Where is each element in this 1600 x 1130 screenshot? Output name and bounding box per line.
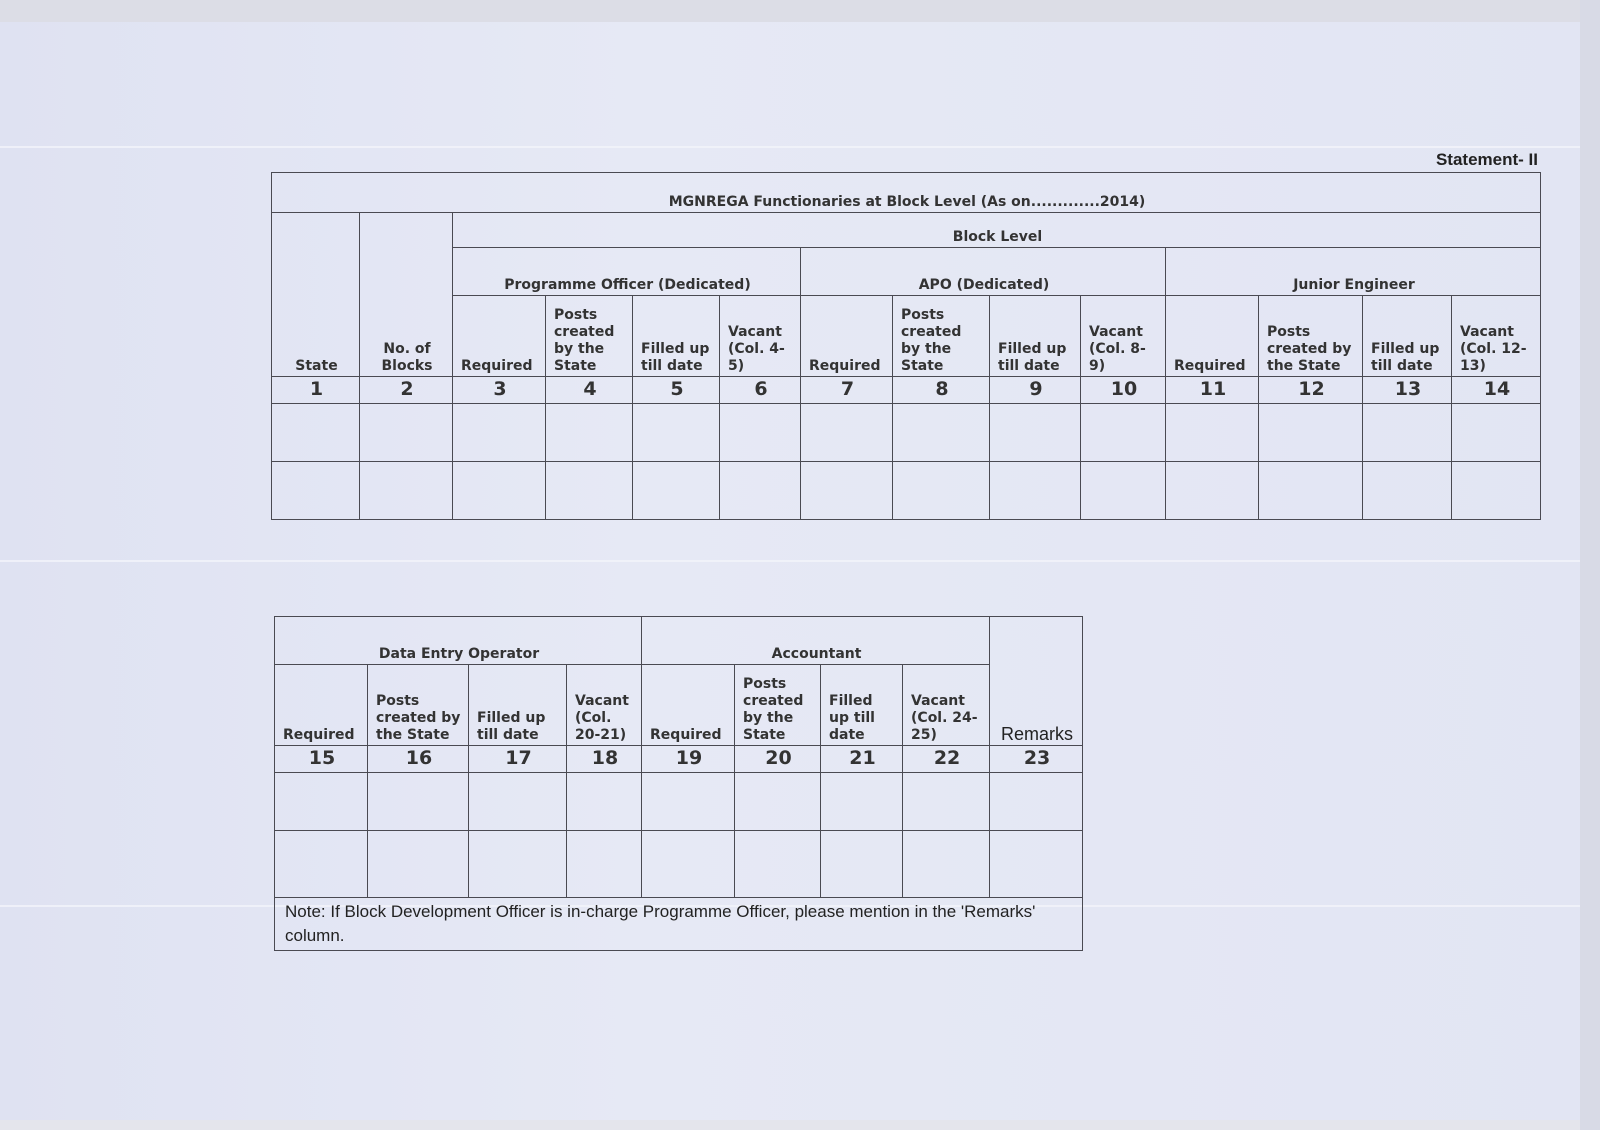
empty-cell[interactable] bbox=[1363, 404, 1452, 462]
header-je-required: Required bbox=[1166, 296, 1259, 377]
empty-cell[interactable] bbox=[1452, 404, 1541, 462]
empty-cell[interactable] bbox=[1081, 404, 1166, 462]
column-number: 4 bbox=[546, 377, 633, 404]
empty-cell[interactable] bbox=[275, 773, 368, 831]
column-number: 18 bbox=[567, 746, 642, 773]
header-po-vacant: Vacant (Col. 4-5) bbox=[720, 296, 801, 377]
empty-cell[interactable] bbox=[1081, 462, 1166, 520]
column-number: 17 bbox=[469, 746, 567, 773]
empty-cell[interactable] bbox=[272, 462, 360, 520]
empty-cell[interactable] bbox=[360, 462, 453, 520]
column-number: 21 bbox=[821, 746, 903, 773]
header-junior-engineer: Junior Engineer bbox=[1166, 248, 1541, 296]
header-block-level: Block Level bbox=[453, 213, 1541, 248]
header-acc-vacant: Vacant (Col. 24-25) bbox=[903, 665, 990, 746]
header-deo-posts-created: Posts created by the State bbox=[368, 665, 469, 746]
header-apo-required: Required bbox=[801, 296, 893, 377]
column-number: 13 bbox=[1363, 377, 1452, 404]
empty-cell[interactable] bbox=[903, 831, 990, 898]
header-apo-vacant: Vacant (Col. 8-9) bbox=[1081, 296, 1166, 377]
empty-cell[interactable] bbox=[1259, 404, 1363, 462]
empty-cell[interactable] bbox=[801, 404, 893, 462]
empty-cell[interactable] bbox=[469, 831, 567, 898]
dataentry-accountant-table bbox=[274, 616, 1083, 951]
header-deo-filled: Filled up till date bbox=[469, 665, 567, 746]
empty-cell[interactable] bbox=[546, 404, 633, 462]
empty-cell[interactable] bbox=[1452, 462, 1541, 520]
scan-bottom-band bbox=[0, 1120, 1600, 1130]
table-row bbox=[275, 773, 1083, 831]
empty-cell[interactable] bbox=[903, 773, 990, 831]
header-apo-filled: Filled up till date bbox=[990, 296, 1081, 377]
empty-cell[interactable] bbox=[720, 462, 801, 520]
scan-streak bbox=[0, 146, 1580, 148]
table-title: MGNREGA Functionaries at Block Level (As on.............2014) bbox=[272, 173, 1541, 213]
column-number: 7 bbox=[801, 377, 893, 404]
column-number: 15 bbox=[275, 746, 368, 773]
empty-cell[interactable] bbox=[735, 831, 821, 898]
empty-cell[interactable] bbox=[567, 773, 642, 831]
empty-cell[interactable] bbox=[360, 404, 453, 462]
column-number: 12 bbox=[1259, 377, 1363, 404]
empty-cell[interactable] bbox=[821, 773, 903, 831]
table-row bbox=[275, 831, 1083, 898]
header-programme-officer: Programme Officer (Dedicated) bbox=[453, 248, 801, 296]
column-number: 14 bbox=[1452, 377, 1541, 404]
remarks-note: Note: If Block Development Officer is in-charge Programme Officer, please mention in the 'Remarks' column. bbox=[275, 898, 1083, 951]
empty-cell[interactable] bbox=[990, 404, 1081, 462]
empty-cell[interactable] bbox=[272, 404, 360, 462]
empty-cell[interactable] bbox=[1166, 404, 1259, 462]
column-number: 3 bbox=[453, 377, 546, 404]
column-number: 22 bbox=[903, 746, 990, 773]
scan-streak bbox=[0, 560, 1580, 562]
column-number: 20 bbox=[735, 746, 821, 773]
empty-cell[interactable] bbox=[633, 404, 720, 462]
column-number: 2 bbox=[360, 377, 453, 404]
scan-right-edge bbox=[1580, 0, 1600, 1130]
table-row bbox=[272, 462, 1541, 520]
header-acc-filled: Filled up till date bbox=[821, 665, 903, 746]
empty-cell[interactable] bbox=[1166, 462, 1259, 520]
empty-cell[interactable] bbox=[893, 404, 990, 462]
header-apo-posts-created: Posts created by the State bbox=[893, 296, 990, 377]
header-acc-posts-created: Posts created by the State bbox=[735, 665, 821, 746]
empty-cell[interactable] bbox=[990, 831, 1083, 898]
empty-cell[interactable] bbox=[1363, 462, 1452, 520]
empty-cell[interactable] bbox=[642, 773, 735, 831]
empty-cell[interactable] bbox=[567, 831, 642, 898]
column-number: 1 bbox=[272, 377, 360, 404]
column-number: 11 bbox=[1166, 377, 1259, 404]
column-number: 9 bbox=[990, 377, 1081, 404]
empty-cell[interactable] bbox=[453, 404, 546, 462]
header-state: State bbox=[272, 213, 360, 377]
table-row bbox=[272, 404, 1541, 462]
column-number: 6 bbox=[720, 377, 801, 404]
empty-cell[interactable] bbox=[990, 462, 1081, 520]
header-je-posts-created: Posts created by the State bbox=[1259, 296, 1363, 377]
scan-top-band bbox=[0, 0, 1600, 22]
header-accountant: Accountant bbox=[642, 617, 990, 665]
empty-cell[interactable] bbox=[642, 831, 735, 898]
header-po-filled: Filled up till date bbox=[633, 296, 720, 377]
empty-cell[interactable] bbox=[368, 831, 469, 898]
empty-cell[interactable] bbox=[453, 462, 546, 520]
column-number: 10 bbox=[1081, 377, 1166, 404]
empty-cell[interactable] bbox=[720, 404, 801, 462]
column-number: 5 bbox=[633, 377, 720, 404]
column-number: 23 bbox=[990, 746, 1083, 773]
header-deo-required: Required bbox=[275, 665, 368, 746]
empty-cell[interactable] bbox=[990, 773, 1083, 831]
empty-cell[interactable] bbox=[633, 462, 720, 520]
column-number: 8 bbox=[893, 377, 990, 404]
header-data-entry-operator: Data Entry Operator bbox=[275, 617, 642, 665]
statement-label: Statement- II bbox=[1435, 150, 1538, 169]
header-remarks: Remarks bbox=[990, 617, 1083, 746]
header-no-of-blocks: No. of Blocks bbox=[360, 213, 453, 377]
empty-cell[interactable] bbox=[275, 831, 368, 898]
empty-cell[interactable] bbox=[821, 831, 903, 898]
empty-cell[interactable] bbox=[801, 462, 893, 520]
header-je-filled: Filled up till date bbox=[1363, 296, 1452, 377]
empty-cell[interactable] bbox=[469, 773, 567, 831]
empty-cell[interactable] bbox=[368, 773, 469, 831]
header-acc-required: Required bbox=[642, 665, 735, 746]
header-apo: APO (Dedicated) bbox=[801, 248, 1166, 296]
block-level-table bbox=[271, 172, 1541, 520]
empty-cell[interactable] bbox=[1259, 462, 1363, 520]
header-deo-vacant: Vacant (Col. 20-21) bbox=[567, 665, 642, 746]
empty-cell[interactable] bbox=[546, 462, 633, 520]
header-po-posts-created: Posts created by the State bbox=[546, 296, 633, 377]
header-po-required: Required bbox=[453, 296, 546, 377]
column-number: 19 bbox=[642, 746, 735, 773]
empty-cell[interactable] bbox=[893, 462, 990, 520]
column-number: 16 bbox=[368, 746, 469, 773]
header-je-vacant: Vacant (Col. 12-13) bbox=[1452, 296, 1541, 377]
empty-cell[interactable] bbox=[735, 773, 821, 831]
